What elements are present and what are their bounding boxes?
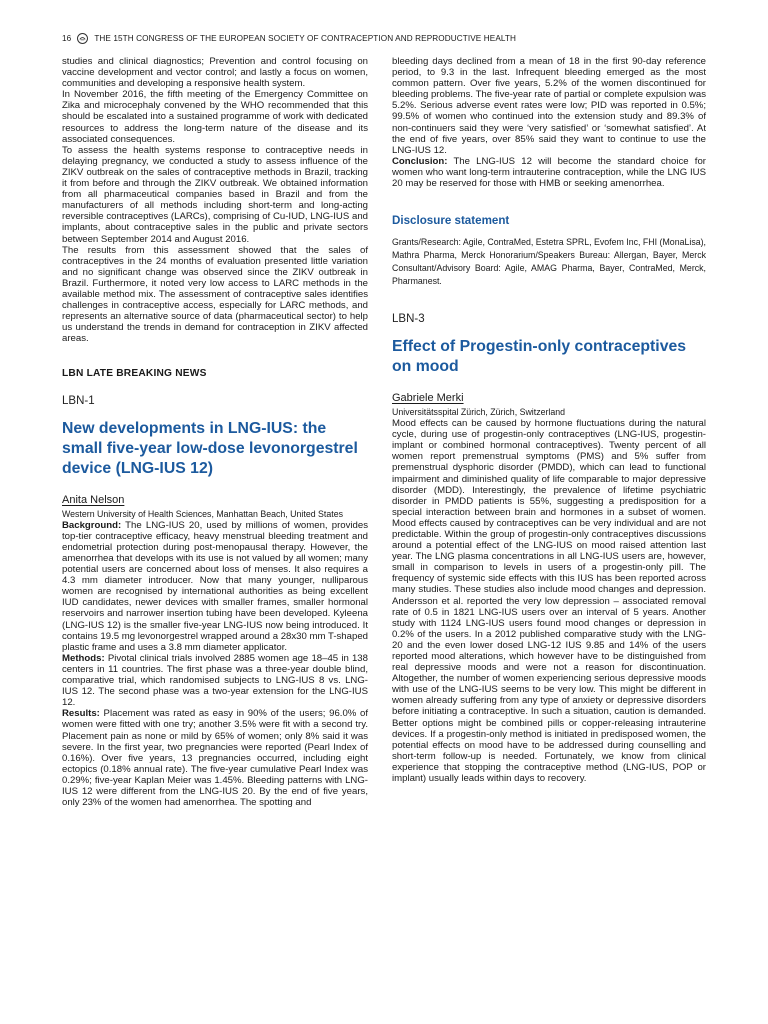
abstract-code: LBN-3: [392, 312, 425, 325]
author-name: Gabriele Merki: [392, 391, 464, 404]
disclosure-text: Grants/Research: Agile, ContraMed, Estetra SPRL, Evofem Inc, FHI (MonaLisa), Mathra Pharma, Merck Honorarium/Speakers Bureau: Allergan, Bayer, Merck Consultant/Advisory Board: Agile, AMAG Pharma, Bayer, ContraMed, Merck, Pharmanest.: [392, 237, 706, 286]
right-column: [392, 56, 706, 784]
author-affiliation: Western University of Health Sciences, Manhattan Beach, United States: [62, 508, 343, 519]
abstract-title: New developments in LNG-IUS: the small five-year low-dose levonorgestrel device (LNG-IUS 12): [62, 419, 358, 477]
methods-label: Methods:: [62, 652, 105, 664]
results-paragraph: [62, 708, 368, 808]
abstract-body: Mood effects can be caused by hormone fluctuations during the natural cycle, during use of progestin-only contraceptives (LNG-IUS, progestin-implant or combined hormonal contraceptives). Twenty percent of all women report premenstrual symptoms (PMS) and 5% suffer from premenstrual dysphoric disorder (PMDD), which can lead to functional impairment and diminished quality of life comparable to major depressive disorder (MDD). Interestingly, the prevalence of lifetime psychiatric disorder in PMDD patients is 55%, suggesting a predisposition for a special interaction between brain and hormones in a subset of women. Mood effects caused by contraceptives can be very individual and are not predictable. Within the group of progestin-only contraceptives discussions around a potential effect of the LNG-IUS on mood raised attention last year. The LNG plasma concentrations in all LNG-IUS users are, however, small in comparison to levels in users of a progestin-only pill. The frequency of systemic side effects with this IUS has been reported across many studies. These studies also include mood changes and depression. Andersson et al. reported the very low depression – associated removal rate of 0.5 in 1821 LNG-IUS users over an interval of 5 years. Another study with 1124 LNG-IUS users found mood changes or depression in 0.2% of the users. In a 2012 published comparative study with the LNG-20 and the even lower dosed LNG-12 IUS 9.85 and 14% of the users reported mood alterations, which however have to be distinguished from real depressive moods and were not a reason for discontinuation. Altogether, the number of women experiencing serious depressive moods with use of the LNG-IUS seems to be very low. This might be different in women already suffering from any type of anxiety or depressive disorders before initiating a contraceptive. In such a situation, caution is demanded. Better options might be combined pills or copper-releasing intrauterine devices. If a progestin-only method is initiated in predisposed women, the potential effects on mood have to be addressed during counselling and short-term follow-up is needed. Fortunately, we know from clinical experience that stopping the contraceptive method (LNG-IUS, POP or implant) usually leads within days to recovery.: [392, 418, 706, 785]
conclusion-paragraph: [392, 156, 706, 189]
disclosure-heading: Disclosure statement: [392, 214, 510, 228]
continuation-paragraph: bleeding days declined from a mean of 18 in the first 90-day reference period, to 9.3 in the last. Infrequent bleeding emerged as the most common pattern. Over five years, 5.2% of the women discontinued for bleeding problems. The five-year rate of partial or complete expulsion was 5.2%. Serious adverse event rates were low; PID was reported in 0.5%; 99.5% of women who continued into the extension study and 89.3% of non-continuers said they were ‘very satisfied’ or ‘somewhat satisfied’. At the end of five years, over 85% said they want to continue to use the LNG-IUS 12.: [392, 56, 706, 156]
background-label: Background:: [62, 519, 122, 531]
abstract-title: Effect of Progestin-only contraceptives on mood: [392, 337, 687, 375]
abstract-code: LBN-1: [62, 394, 95, 407]
background-text: The LNG-IUS 20, used by millions of women, provides top-tier contraceptive efficacy, heavy menstrual bleeding treatment and endometrial protection during post-menopausal therapy. However, the amenorrhea that develops with its use is not valued by all women; many potential users are concerned about loss of menses. It also requires a 4.3 mm diameter introducer. Now that many younger, nulliparous women are recognised by international authorities as being excellent IUD candidates, newer devices with smaller frames, smaller hormonal reservoirs and narrower insertion tubing have been developed. Kyleena (LNG-IUS 12) is the smaller five-year LNG-IUS now being introduced. It contains 19.5 mg levonorgestrel wrapped around a 28x30 mm T-shaped plastic frame and uses a 3.8 mm diameter applicator.: [62, 519, 368, 653]
running-header: [62, 30, 722, 46]
paragraph: studies and clinical diagnostics; Prevention and control focusing on vaccine development and vector control; and lastly a focus on women, communities and developing a responsive health system.: [62, 56, 368, 90]
background-paragraph: [62, 520, 368, 653]
methods-text: Pivotal clinical trials involved 2885 women age 18–45 in 138 centers in 11 countries. The first phase was a three-year double blind, comparative trial, which randomised subjects to LNG-IUS 8 vs. LNG-IUS 12. The second phase was a two-year extension for the LNG-IUS 12.: [62, 652, 368, 709]
journal-title: THE 15TH CONGRESS OF THE EUROPEAN SOCIETY OF CONTRACEPTION AND REPRODUCTIVE HEALTH: [94, 33, 517, 43]
page-number: 16: [62, 33, 72, 43]
paragraph: To assess the health systems response to contraceptive needs in delaying pregnancy, we conducted a study to assess influence of the ZIKV outbreak on the sales of contraceptive methods in Brazil, tracking it from before and through the ZIKV outbreak. We obtained information from all pharmaceutical companies based in Brazil and from the manufacturers of all methods including short-term and long-acting reversible contraceptives (LARCs), comprising of Cu-IUD, LNG-IUS and implants, about contraceptive sales in the public and private sectors between September 2014 and August 2016.: [62, 144, 368, 245]
conclusion-text: The LNG-IUS 12 will become the standard choice for women who want long-term intrauterine contraception, while the LNG IUS 20 may be reserved for those with HMB or seeking amenorrhea.: [392, 155, 706, 190]
society-logo-icon: [77, 33, 88, 44]
conclusion-label: Conclusion:: [392, 155, 448, 167]
results-text: Placement was rated as easy in 90% of the users; 96.0% of women were fitted with one try; another 3.5% were fit with a second try. Placement pain as none or mild by 65% of women; only 8% said it was severe. In the first year, two pregnancies were reported (Pearl Index of 0.16%). Over five years, 13 pregnancies occurred, including eight ectopics (0.18% annual rate). The five-year cumulative Pearl Index was 0.29%; five-year Kaplan Meier was 1.45%. Bleeding patterns with LNG-IUS 12 were different from the LNG-IUS 20. By the end of five years, only 23% of the women had amenorrhea. The spotting and: [62, 708, 368, 809]
left-column: [62, 56, 368, 808]
section-heading: LBN LATE BREAKING NEWS: [62, 368, 207, 380]
results-label: Results:: [62, 708, 100, 720]
author-affiliation: Universitätsspital Zürich, Zürich, Switzerland: [392, 407, 566, 418]
paragraph: In November 2016, the fifth meeting of the Emergency Committee on Zika and microcephaly convened by the WHO recommended that this should be escalated into a sustained programme of work with dedicated resources to address the long-term nature of the disease and its associated consequences.: [62, 89, 368, 145]
methods-paragraph: [62, 653, 368, 708]
paragraph: The results from this assessment showed that the sales of contraceptives in the 24 months of evaluation presented little variation and no significant change was observed since the ZIKV outbreak in Brazil. Furthermore, it noted very low access to LARC methods in the available method mix. The assessment of contraceptive sales identifies challenges in contraceptive access, especially for LARC methods, and represents an alternative source of data (pharmaceutical sector) to help us understand the trends in demand for contraception in ZIKV affected areas.: [62, 244, 368, 345]
author-name: Anita Nelson: [62, 493, 125, 506]
